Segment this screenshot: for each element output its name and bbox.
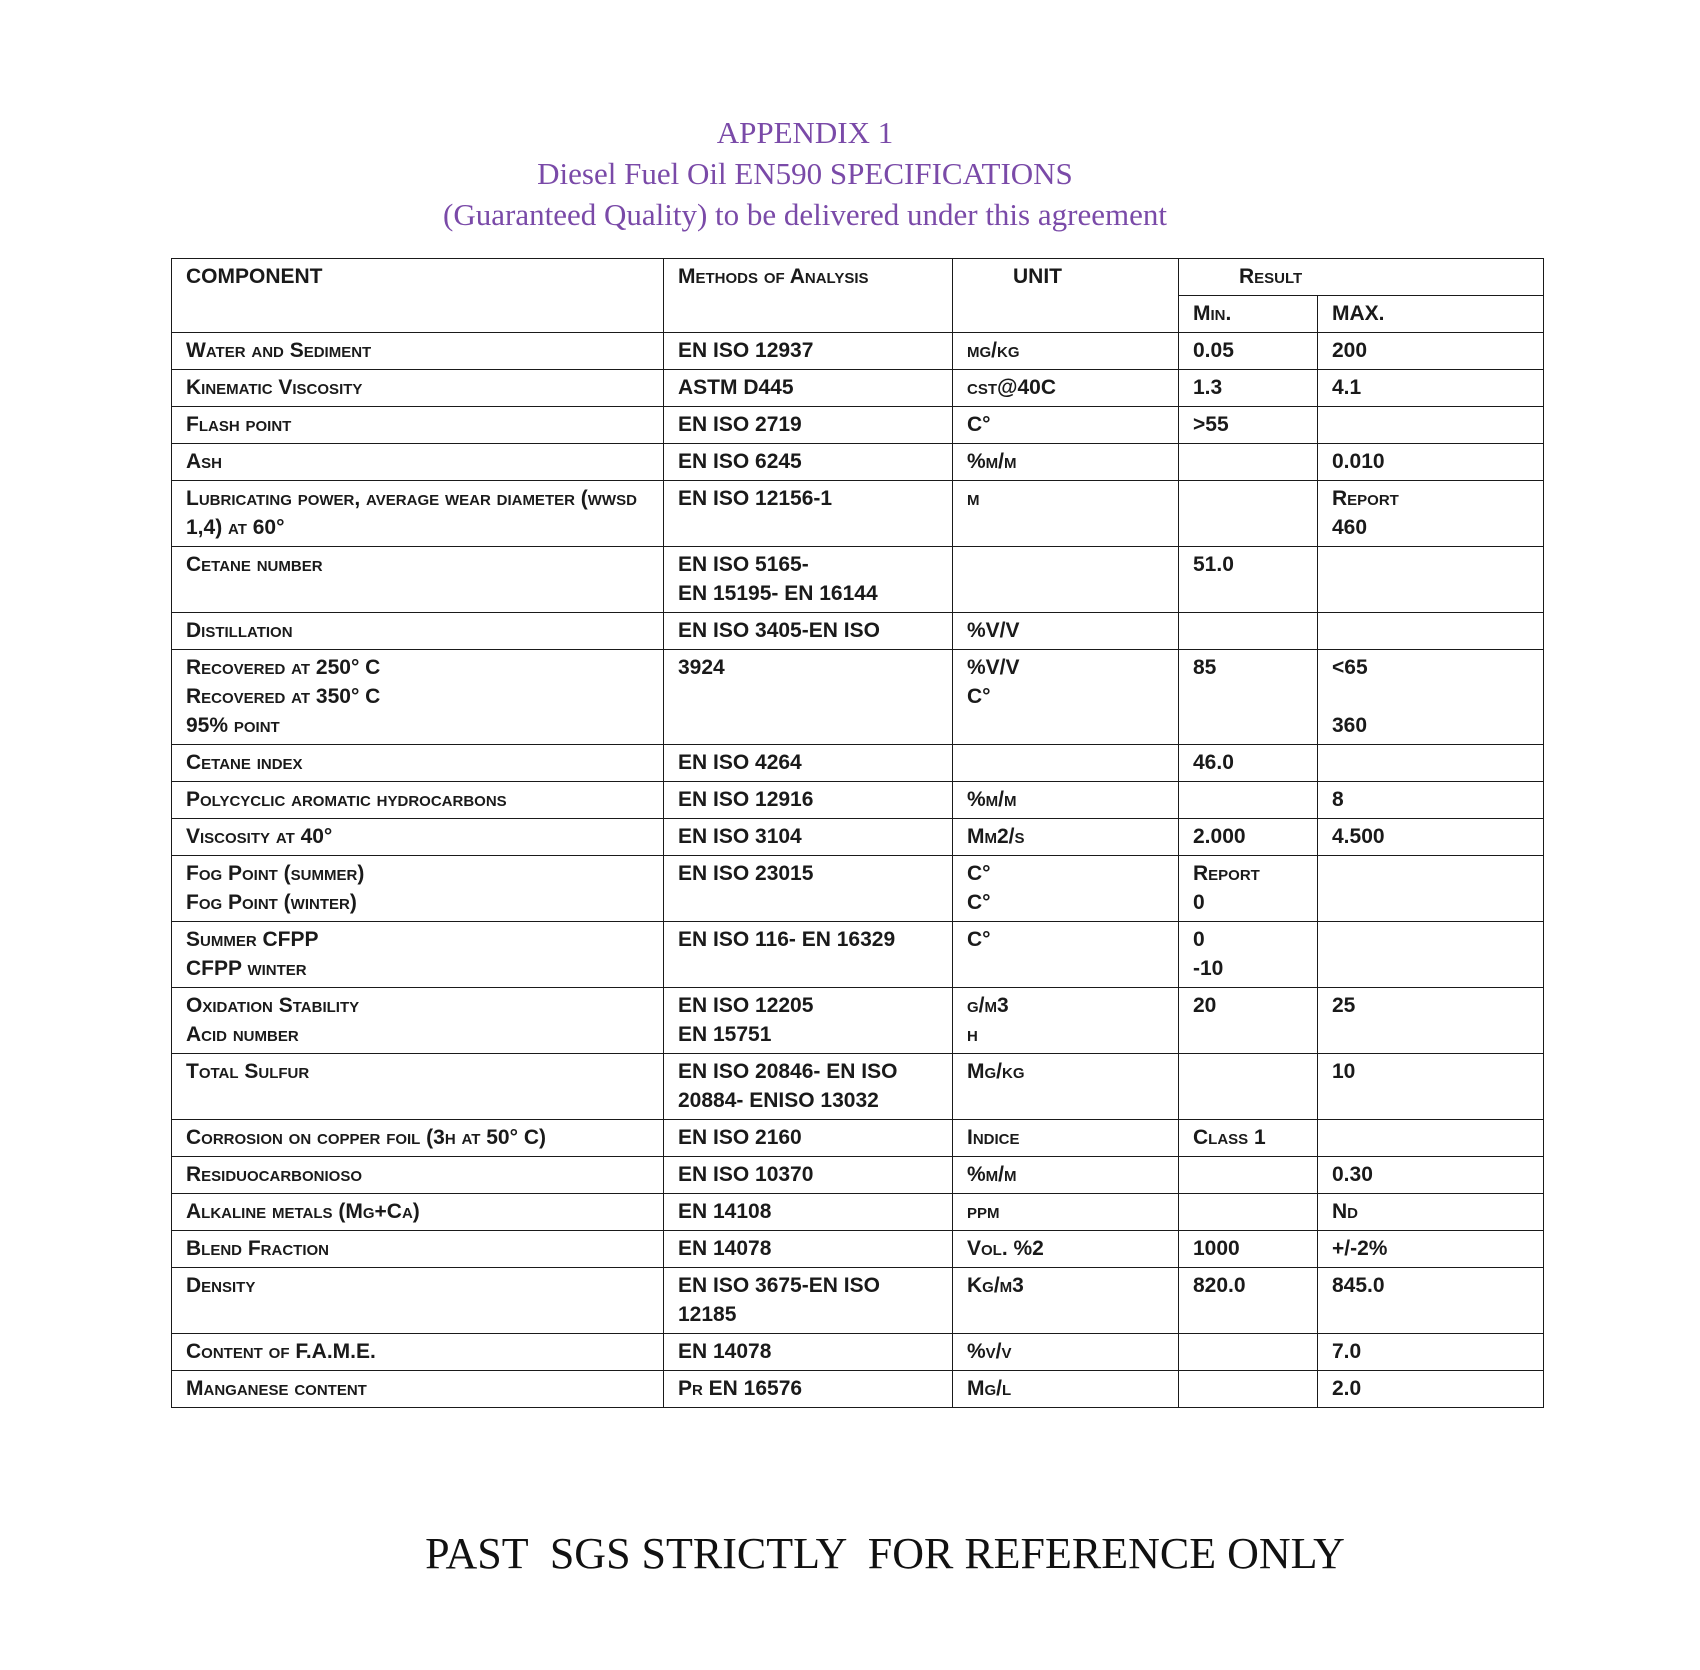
table-row xyxy=(172,370,1544,407)
cell-component xyxy=(172,782,664,819)
cell-unit-text: %m/m xyxy=(967,450,1017,473)
cell-component-text: Kinematic Viscosity xyxy=(186,376,363,399)
cell-method-text: ASTM D445 xyxy=(678,376,794,399)
table-row xyxy=(172,333,1544,370)
table-row xyxy=(172,1231,1544,1268)
cell-min xyxy=(1179,819,1318,856)
cell-max-text: 8 xyxy=(1332,788,1344,811)
cell-min-text: 820.0 xyxy=(1193,1274,1246,1297)
cell-min-text: -10 xyxy=(1193,957,1224,980)
cell-max xyxy=(1318,547,1544,613)
cell-unit xyxy=(953,1194,1179,1231)
cell-unit xyxy=(953,1231,1179,1268)
cell-min xyxy=(1179,613,1318,650)
document-header xyxy=(0,112,1610,235)
cell-min-text: 0 xyxy=(1193,891,1205,914)
cell-method xyxy=(664,782,953,819)
cell-method xyxy=(664,333,953,370)
cell-unit xyxy=(953,613,1179,650)
cell-method-text: EN 15751 xyxy=(678,1023,772,1046)
cell-component-text: Acid number xyxy=(186,1023,299,1046)
cell-min-text: Report xyxy=(1193,862,1260,885)
cell-unit xyxy=(953,370,1179,407)
table-body xyxy=(172,333,1544,1408)
cell-min xyxy=(1179,856,1318,922)
cell-max xyxy=(1318,444,1544,481)
cell-max xyxy=(1318,1231,1544,1268)
cell-component xyxy=(172,1231,664,1268)
header-min: Min. xyxy=(1179,296,1318,333)
cell-min xyxy=(1179,1194,1318,1231)
cell-max-text: 460 xyxy=(1332,516,1368,539)
cell-method-text: EN ISO 6245 xyxy=(678,450,802,473)
cell-min xyxy=(1179,1334,1318,1371)
cell-unit-text xyxy=(967,748,1168,777)
cell-min xyxy=(1179,782,1318,819)
table-row xyxy=(172,1268,1544,1334)
cell-min xyxy=(1179,1371,1318,1408)
cell-max-text: 10 xyxy=(1332,1060,1356,1083)
cell-component xyxy=(172,988,664,1054)
cell-method xyxy=(664,1334,953,1371)
cell-min-text xyxy=(1193,484,1307,513)
cell-unit-text: Kg/m3 xyxy=(967,1274,1024,1297)
cell-component xyxy=(172,922,664,988)
table-row xyxy=(172,988,1544,1054)
cell-method xyxy=(664,1157,953,1194)
cell-component-text: Ash xyxy=(186,450,223,473)
cell-unit-text: h xyxy=(967,1023,978,1046)
cell-unit xyxy=(953,547,1179,613)
cell-component xyxy=(172,650,664,745)
cell-component xyxy=(172,1371,664,1408)
cell-method-text: EN 15195- EN 16144 xyxy=(678,582,878,605)
cell-component xyxy=(172,1054,664,1120)
cell-component-text: Distillation xyxy=(186,619,293,642)
table-row xyxy=(172,819,1544,856)
table-row xyxy=(172,407,1544,444)
table-row xyxy=(172,1194,1544,1231)
cell-method xyxy=(664,481,953,547)
cell-max xyxy=(1318,988,1544,1054)
cell-max xyxy=(1318,333,1544,370)
cell-max xyxy=(1318,1194,1544,1231)
cell-unit-text: %m/m xyxy=(967,1163,1017,1186)
cell-unit xyxy=(953,988,1179,1054)
cell-max-text: Report xyxy=(1332,487,1399,510)
header-result: Result xyxy=(1179,259,1544,296)
cell-min-text: 0 xyxy=(1193,928,1205,951)
cell-unit-text: %v/v xyxy=(967,1340,1012,1363)
cell-unit xyxy=(953,819,1179,856)
cell-method xyxy=(664,407,953,444)
cell-component-text: Oxidation Stability xyxy=(186,994,360,1017)
cell-unit-text: %V/V xyxy=(967,656,1020,679)
cell-component-text: Water and Sediment xyxy=(186,339,372,362)
cell-min-text xyxy=(1193,1160,1307,1189)
cell-method-text: EN ISO 2160 xyxy=(678,1126,802,1149)
cell-method xyxy=(664,856,953,922)
cell-max-text xyxy=(1332,925,1533,954)
cell-method-text: EN ISO 12205 xyxy=(678,994,814,1017)
cell-component xyxy=(172,613,664,650)
cell-min-text: Class 1 xyxy=(1193,1126,1266,1149)
cell-max-text: 200 xyxy=(1332,339,1368,362)
cell-component xyxy=(172,1268,664,1334)
cell-max xyxy=(1318,1054,1544,1120)
cell-method-text: EN ISO 3675-EN ISO 12185 xyxy=(678,1274,880,1326)
cell-component-text: Density xyxy=(186,1274,256,1297)
cell-component-text: Alkaline metals (Mg+Ca) xyxy=(186,1200,420,1223)
cell-component xyxy=(172,1334,664,1371)
cell-max-text: 25 xyxy=(1332,994,1356,1017)
table-row xyxy=(172,547,1544,613)
cell-unit xyxy=(953,481,1179,547)
cell-min xyxy=(1179,650,1318,745)
cell-component xyxy=(172,1157,664,1194)
cell-component-text: Cetane index xyxy=(186,751,303,774)
header-component: COMPONENT xyxy=(172,259,664,333)
cell-method-text: EN ISO 12937 xyxy=(678,339,814,362)
header-max: MAX. xyxy=(1318,296,1544,333)
table-row xyxy=(172,481,1544,547)
cell-min xyxy=(1179,481,1318,547)
cell-min-text: 1000 xyxy=(1193,1237,1240,1260)
cell-min-text xyxy=(1193,1197,1307,1226)
cell-unit-text: Vol. %2 xyxy=(967,1237,1044,1260)
table-row xyxy=(172,613,1544,650)
cell-max-text: Nd xyxy=(1332,1200,1358,1223)
header-unit: UNIT xyxy=(953,259,1179,333)
cell-max-text: 4.500 xyxy=(1332,825,1385,848)
cell-method xyxy=(664,1371,953,1408)
cell-method xyxy=(664,547,953,613)
cell-max xyxy=(1318,370,1544,407)
cell-min xyxy=(1179,370,1318,407)
cell-method-text: EN ISO 20846- EN ISO xyxy=(678,1060,898,1083)
cell-max xyxy=(1318,745,1544,782)
cell-unit xyxy=(953,407,1179,444)
appendix-title: APPENDIX 1 xyxy=(716,115,894,150)
cell-max-text: <65 xyxy=(1332,656,1368,679)
cell-unit-text: g/m3 xyxy=(967,994,1009,1017)
cell-component xyxy=(172,1194,664,1231)
cell-max xyxy=(1318,1120,1544,1157)
cell-unit xyxy=(953,333,1179,370)
cell-method-text: EN ISO 10370 xyxy=(678,1163,814,1186)
cell-unit-text: %V/V xyxy=(967,619,1020,642)
cell-max-text xyxy=(1332,748,1533,777)
cell-max-text xyxy=(1332,616,1533,645)
specifications-table xyxy=(171,258,1544,1408)
cell-method xyxy=(664,613,953,650)
cell-component xyxy=(172,333,664,370)
cell-method xyxy=(664,819,953,856)
cell-method xyxy=(664,988,953,1054)
cell-method xyxy=(664,444,953,481)
table-row xyxy=(172,922,1544,988)
cell-min xyxy=(1179,333,1318,370)
cell-max-text xyxy=(1332,682,1533,711)
cell-method xyxy=(664,1054,953,1120)
cell-min xyxy=(1179,1120,1318,1157)
cell-unit xyxy=(953,922,1179,988)
table-row xyxy=(172,745,1544,782)
cell-min xyxy=(1179,444,1318,481)
cell-method xyxy=(664,650,953,745)
cell-component xyxy=(172,745,664,782)
cell-method-text: EN ISO 5165- xyxy=(678,553,809,576)
cell-min-text: 20 xyxy=(1193,994,1217,1017)
cell-unit-text: C° xyxy=(967,891,991,914)
cell-component-text: Flash point xyxy=(186,413,292,436)
cell-min-text: 2.000 xyxy=(1193,825,1246,848)
cell-min xyxy=(1179,1054,1318,1120)
cell-min xyxy=(1179,745,1318,782)
cell-component xyxy=(172,444,664,481)
cell-unit xyxy=(953,1371,1179,1408)
cell-max-text: 845.0 xyxy=(1332,1274,1385,1297)
cell-method-text: EN ISO 12156-1 xyxy=(678,487,833,510)
spec-subtitle: (Guaranteed Quality) to be delivered under this agreement xyxy=(443,197,1167,232)
cell-component-text: Viscosity at 40° xyxy=(186,825,333,848)
cell-component-text: 95% point xyxy=(186,714,280,737)
cell-max xyxy=(1318,1334,1544,1371)
cell-component xyxy=(172,819,664,856)
cell-unit xyxy=(953,650,1179,745)
cell-method-text: EN ISO 116- EN 16329 xyxy=(678,928,896,951)
cell-component-text: Recovered at 250° C xyxy=(186,656,381,679)
cell-component-text: Fog Point (winter) xyxy=(186,891,357,914)
cell-unit-text: C° xyxy=(967,685,991,708)
cell-method xyxy=(664,1120,953,1157)
cell-method-text: EN ISO 3104 xyxy=(678,825,802,848)
cell-max xyxy=(1318,1268,1544,1334)
cell-unit xyxy=(953,1054,1179,1120)
cell-component xyxy=(172,370,664,407)
cell-unit xyxy=(953,1268,1179,1334)
cell-component-text: CFPP winter xyxy=(186,957,307,980)
cell-method xyxy=(664,1231,953,1268)
cell-max-text: +/-2% xyxy=(1332,1237,1388,1260)
cell-max-text: 0.30 xyxy=(1332,1163,1373,1186)
table-row xyxy=(172,444,1544,481)
cell-min-text xyxy=(1193,616,1307,645)
cell-max xyxy=(1318,650,1544,745)
cell-max xyxy=(1318,922,1544,988)
cell-method-text: EN ISO 3405-EN ISO xyxy=(678,619,880,642)
cell-min-text xyxy=(1193,1374,1307,1403)
table-row xyxy=(172,1157,1544,1194)
cell-unit xyxy=(953,1334,1179,1371)
cell-method xyxy=(664,1194,953,1231)
cell-min-text: 85 xyxy=(1193,656,1217,679)
cell-min-text: >55 xyxy=(1193,413,1229,436)
cell-component xyxy=(172,547,664,613)
cell-unit xyxy=(953,745,1179,782)
cell-method xyxy=(664,745,953,782)
cell-method-text: EN ISO 2719 xyxy=(678,413,802,436)
cell-unit-text xyxy=(967,550,1168,579)
cell-min-text xyxy=(1193,1337,1307,1366)
cell-unit xyxy=(953,1157,1179,1194)
cell-min xyxy=(1179,1231,1318,1268)
cell-unit-text: m xyxy=(967,487,980,510)
reference-footer: PAST SGS STRICTLY FOR REFERENCE ONLY xyxy=(425,1529,1345,1578)
cell-max xyxy=(1318,1371,1544,1408)
cell-unit-text: mg/kg xyxy=(967,339,1020,362)
cell-unit-text: ppm xyxy=(967,1200,1000,1223)
spec-title: Diesel Fuel Oil EN590 SPECIFICATIONS xyxy=(537,156,1073,191)
cell-max xyxy=(1318,819,1544,856)
cell-max-text: 4.1 xyxy=(1332,376,1362,399)
cell-max-text xyxy=(1332,1123,1533,1152)
cell-min-text: 46.0 xyxy=(1193,751,1234,774)
table-row xyxy=(172,650,1544,745)
cell-unit-text: C° xyxy=(967,413,991,436)
cell-unit-text: C° xyxy=(967,862,991,885)
cell-component-text: Polycyclic aromatic hydrocarbons xyxy=(186,788,507,811)
cell-method-text: EN 14078 xyxy=(678,1237,772,1260)
cell-unit-text: Mg/kg xyxy=(967,1060,1025,1083)
cell-unit-text: Mm2/s xyxy=(967,825,1025,848)
cell-component-text: Residuocarbonioso xyxy=(186,1163,363,1186)
cell-component-text: Cetane number xyxy=(186,553,323,576)
cell-max xyxy=(1318,407,1544,444)
cell-method-text: 20884- ENISO 13032 xyxy=(678,1089,879,1112)
cell-unit-text: C° xyxy=(967,928,991,951)
cell-max xyxy=(1318,481,1544,547)
cell-unit-text: Mg/l xyxy=(967,1377,1012,1400)
cell-unit-text: %m/m xyxy=(967,788,1017,811)
table-row xyxy=(172,1120,1544,1157)
cell-min xyxy=(1179,1268,1318,1334)
cell-max-text: 0.010 xyxy=(1332,450,1385,473)
cell-max xyxy=(1318,856,1544,922)
cell-method-text: EN 14078 xyxy=(678,1340,772,1363)
cell-method-text: Pr EN 16576 xyxy=(678,1377,803,1400)
cell-component-text: Fog Point (summer) xyxy=(186,862,365,885)
cell-max xyxy=(1318,1157,1544,1194)
cell-component xyxy=(172,1120,664,1157)
cell-unit xyxy=(953,782,1179,819)
cell-max-text xyxy=(1332,859,1533,888)
cell-max-text: 7.0 xyxy=(1332,1340,1362,1363)
cell-unit xyxy=(953,444,1179,481)
cell-unit xyxy=(953,856,1179,922)
cell-min xyxy=(1179,1157,1318,1194)
cell-min xyxy=(1179,922,1318,988)
table-row xyxy=(172,1371,1544,1408)
cell-min-text xyxy=(1193,447,1307,476)
cell-method xyxy=(664,1268,953,1334)
cell-max-text: 2.0 xyxy=(1332,1377,1362,1400)
table-row xyxy=(172,1054,1544,1120)
cell-max xyxy=(1318,613,1544,650)
cell-component xyxy=(172,481,664,547)
table-row xyxy=(172,782,1544,819)
cell-min-text: 51.0 xyxy=(1193,553,1234,576)
cell-max xyxy=(1318,782,1544,819)
cell-min-text xyxy=(1193,785,1307,814)
cell-component-text: Content of F.A.M.E. xyxy=(186,1340,376,1363)
cell-unit-text: cst@40C xyxy=(967,376,1057,399)
cell-component-text: Lubricating power, average wear diameter (wwsd 1,4) at 60° xyxy=(186,487,637,539)
cell-method xyxy=(664,370,953,407)
cell-component-text: Summer CFPP xyxy=(186,928,319,951)
cell-component-text: Corrosion on copper foil (3h at 50° C) xyxy=(186,1126,546,1149)
cell-method-text: EN 14108 xyxy=(678,1200,772,1223)
cell-max-text xyxy=(1332,410,1533,439)
cell-max-text xyxy=(1332,550,1533,579)
cell-method-text: EN ISO 23015 xyxy=(678,862,814,885)
cell-method xyxy=(664,922,953,988)
cell-min-text xyxy=(1193,1057,1307,1086)
cell-component-text: Blend Fraction xyxy=(186,1237,329,1260)
cell-min-text: 0.05 xyxy=(1193,339,1234,362)
cell-method-text: EN ISO 4264 xyxy=(678,751,802,774)
cell-unit xyxy=(953,1120,1179,1157)
cell-min-text: 1.3 xyxy=(1193,376,1223,399)
table-row xyxy=(172,856,1544,922)
table-row xyxy=(172,1334,1544,1371)
cell-min xyxy=(1179,988,1318,1054)
cell-max-text: 360 xyxy=(1332,714,1368,737)
cell-method-text: EN ISO 12916 xyxy=(678,788,814,811)
cell-method-text: 3924 xyxy=(678,656,725,679)
table-header-row xyxy=(172,259,1544,296)
cell-min xyxy=(1179,407,1318,444)
cell-component xyxy=(172,856,664,922)
cell-min xyxy=(1179,547,1318,613)
cell-unit-text: Indice xyxy=(967,1126,1020,1149)
cell-component xyxy=(172,407,664,444)
cell-component-text: Total Sulfur xyxy=(186,1060,310,1083)
header-methods: Methods of Analysis xyxy=(664,259,953,333)
cell-component-text: Manganese content xyxy=(186,1377,367,1400)
cell-component-text: Recovered at 350° C xyxy=(186,685,381,708)
